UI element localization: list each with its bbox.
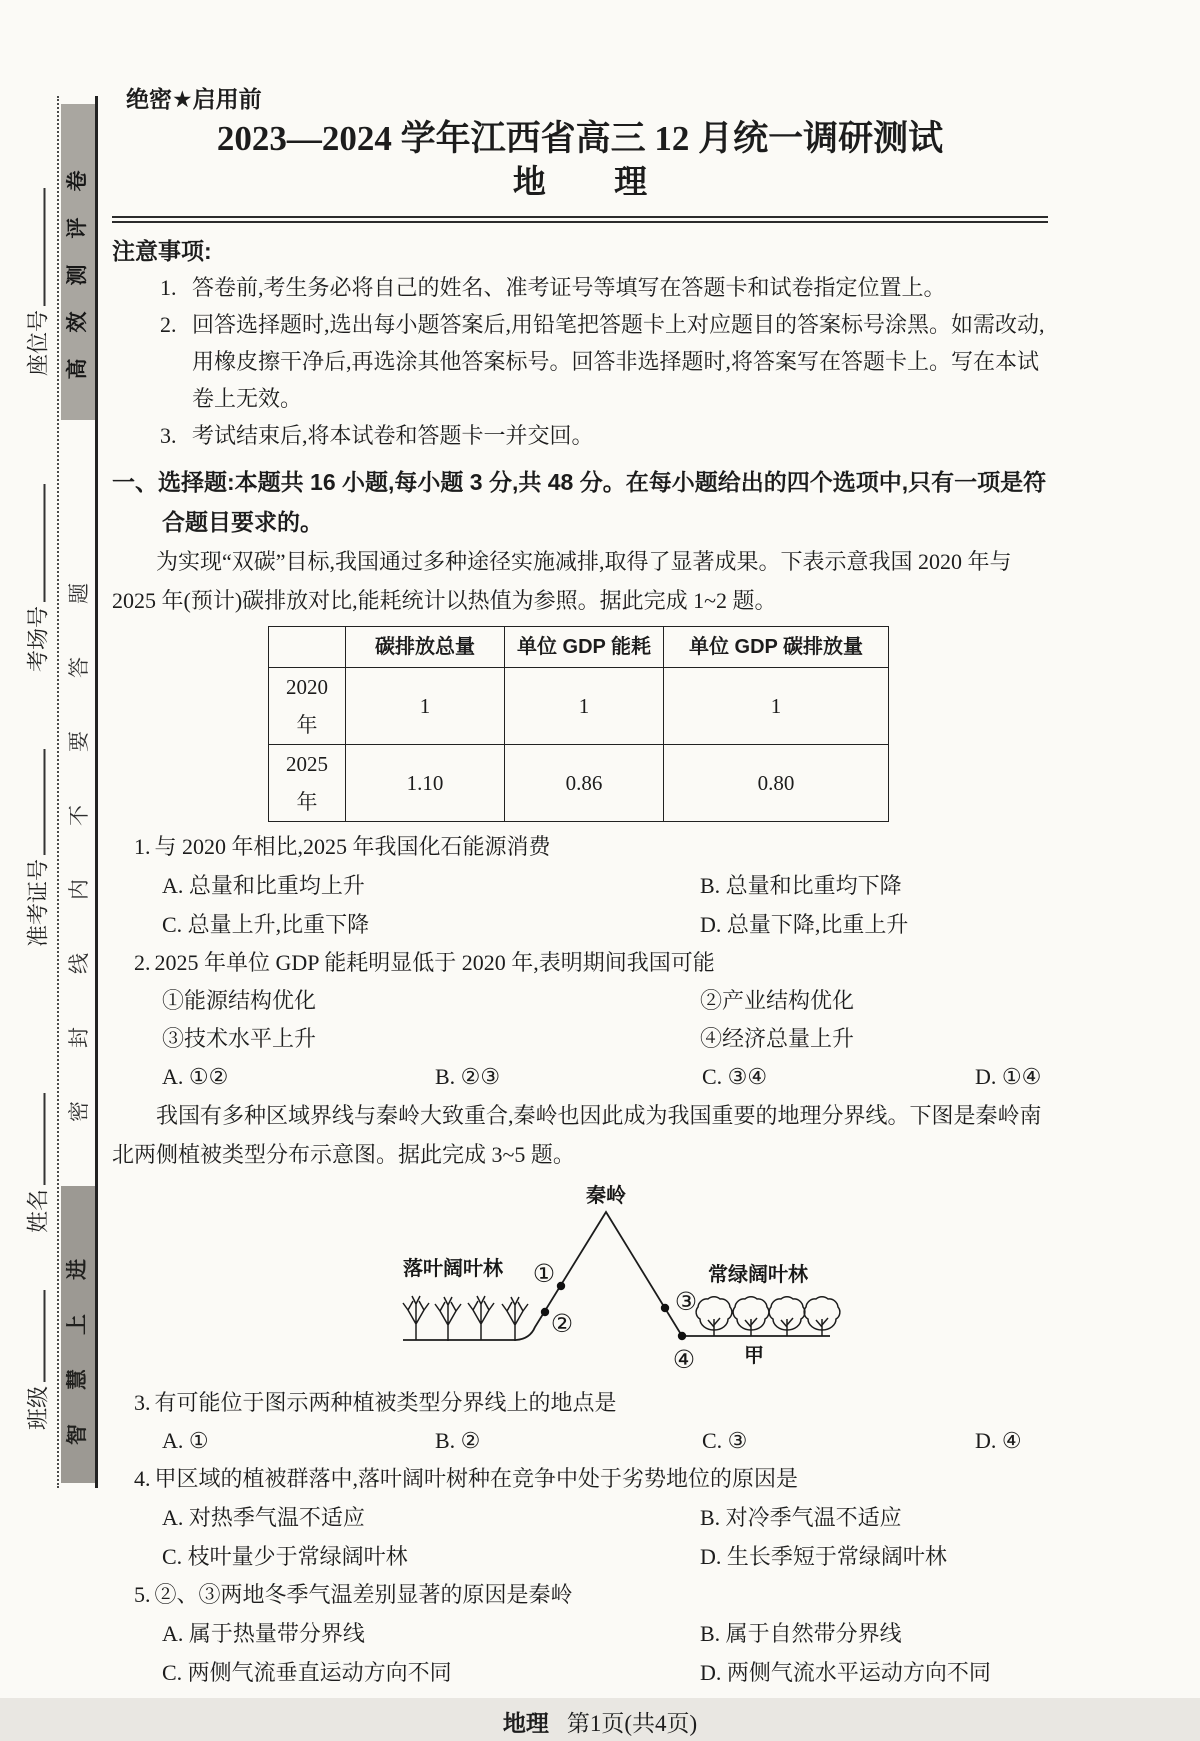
notice-item-3 bbox=[160, 417, 1048, 454]
table-cell: 1 bbox=[346, 668, 505, 745]
class-field bbox=[22, 1290, 53, 1430]
question-stem bbox=[134, 1384, 1048, 1422]
point-3-dot bbox=[661, 1304, 669, 1312]
brand-band-label: 智慧上进 bbox=[66, 1224, 89, 1445]
options-grid bbox=[162, 1498, 1048, 1576]
point-2-label: ② bbox=[550, 1310, 574, 1338]
table-header-cell: 单位 GDP 碳排放量 bbox=[664, 627, 889, 668]
seat-number-blank[interactable] bbox=[22, 188, 46, 306]
options-grid bbox=[162, 1422, 1048, 1460]
question-2 bbox=[112, 944, 1048, 1096]
question-number: 5. bbox=[134, 1582, 151, 1607]
option-d[interactable]: D. 两侧气流水平运动方向不同 bbox=[700, 1660, 991, 1685]
question-number: 3. bbox=[134, 1390, 151, 1415]
carbon-emission-table bbox=[268, 626, 889, 822]
admission-ticket-field bbox=[22, 749, 53, 947]
qinling-vegetation-diagram bbox=[112, 1176, 1048, 1384]
option-b[interactable]: B. 属于自然带分界线 bbox=[700, 1621, 902, 1646]
question-text: 2025 年单位 GDP 能耗明显低于 2020 年,表明期间我国可能 bbox=[154, 950, 715, 975]
table-cell: 0.80 bbox=[664, 745, 889, 822]
seal-dotted-line bbox=[57, 96, 59, 1488]
option-b[interactable]: B. 总量和比重均下降 bbox=[700, 873, 902, 898]
question-1 bbox=[112, 828, 1048, 944]
evergreen-trees bbox=[696, 1297, 840, 1336]
point-4-label: ④ bbox=[672, 1346, 696, 1374]
question-5 bbox=[112, 1576, 1048, 1692]
table-header-cell bbox=[269, 627, 346, 668]
option-d[interactable]: D. ①④ bbox=[975, 1064, 1042, 1089]
notice-item-number: 1. bbox=[160, 275, 177, 300]
name-label: 姓名 bbox=[25, 1188, 51, 1234]
question-stem bbox=[134, 944, 1048, 982]
peak-label: 秦岭 bbox=[586, 1185, 626, 1207]
option-c[interactable]: C. 两侧气流垂直运动方向不同 bbox=[162, 1660, 452, 1685]
footer-page-info: 第1页(共4页) bbox=[566, 1711, 698, 1736]
option-c[interactable]: C. ③④ bbox=[702, 1064, 768, 1089]
option-c[interactable]: C. 总量上升,比重下降 bbox=[162, 912, 370, 937]
class-label: 班级 bbox=[25, 1385, 51, 1431]
admission-ticket-label: 准考证号 bbox=[25, 858, 51, 948]
question-text: 与 2020 年相比,2025 年我国化石能源消费 bbox=[154, 834, 551, 859]
notice-item-1 bbox=[160, 269, 1048, 306]
name-blank[interactable] bbox=[22, 1093, 46, 1185]
grading-band bbox=[61, 104, 95, 420]
notice-item-number: 2. bbox=[160, 312, 177, 337]
name-field bbox=[22, 1093, 53, 1233]
carbon-table-wrapper bbox=[268, 626, 1048, 822]
table-cell: 1 bbox=[505, 668, 664, 745]
notice-item-number: 3. bbox=[160, 423, 177, 448]
table-row bbox=[269, 668, 889, 745]
options-grid bbox=[162, 1614, 1048, 1692]
options-grid bbox=[162, 866, 1048, 944]
class-blank[interactable] bbox=[22, 1290, 46, 1382]
table-cell: 2020 年 bbox=[269, 668, 346, 745]
option-d[interactable]: D. 总量下降,比重上升 bbox=[700, 912, 909, 937]
sub-item-4: ④经济总量上升 bbox=[700, 1026, 855, 1051]
point-2-dot bbox=[541, 1308, 549, 1316]
seal-line-text: 密封线内不要答题 bbox=[68, 530, 91, 1122]
table-cell: 0.86 bbox=[505, 745, 664, 822]
option-a[interactable]: A. ①② bbox=[162, 1064, 229, 1089]
question-number: 2. bbox=[134, 950, 151, 975]
brand-band bbox=[61, 1186, 95, 1483]
notice-item-text: 回答选择题时,选出每小题答案后,用铅笔把答题卡上对应题目的答案标号涂黑。如需改动,用橡皮擦干净后,再选涂其他答案标号。回答非选择题时,将答案写在答题卡上。写在本试卷上无效。 bbox=[192, 312, 1045, 411]
question-text: 有可能位于图示两种植被类型分界线上的地点是 bbox=[154, 1390, 617, 1415]
intro-paragraph-1: 为实现“双碳”目标,我国通过多种途径实施减排,取得了显著成果。下表示意我国 2020 年与 2025 年(预计)碳排放对比,能耗统计以热值为参照。据此完成 1~2 题。 bbox=[112, 549, 1012, 613]
option-a[interactable]: A. 总量和比重均上升 bbox=[162, 873, 365, 898]
sub-item-3: ③技术水平上升 bbox=[162, 1026, 317, 1051]
notice-item-text: 考试结束后,将本试卷和答题卡一并交回。 bbox=[192, 423, 594, 448]
table-header-cell: 碳排放总量 bbox=[346, 627, 505, 668]
table-row bbox=[269, 745, 889, 822]
title-divider bbox=[112, 216, 1048, 223]
option-c[interactable]: C. ③ bbox=[702, 1428, 748, 1453]
seal-solid-line bbox=[95, 96, 98, 1488]
deciduous-trees bbox=[403, 1296, 528, 1341]
notice-item-text: 答卷前,考生务必将自己的姓名、准考证号等填写在答题卡和试卷指定位置上。 bbox=[192, 275, 946, 300]
section-heading: 一、选择题:本题共 16 小题,每小题 3 分,共 48 分。在每小题给出的四个选项中,只有一项是符合题目要求的。 bbox=[112, 469, 1047, 535]
right-forest-label: 常绿阔叶林 bbox=[708, 1264, 808, 1286]
option-d[interactable]: D. 生长季短于常绿阔叶林 bbox=[700, 1544, 947, 1569]
options-grid bbox=[162, 1058, 1048, 1096]
exam-room-field bbox=[22, 484, 53, 672]
question-stem bbox=[134, 828, 1048, 866]
exam-room-blank[interactable] bbox=[22, 484, 46, 602]
notice-heading: 注意事项: bbox=[112, 238, 212, 264]
option-b[interactable]: B. ②③ bbox=[435, 1064, 501, 1089]
option-d[interactable]: D. ④ bbox=[975, 1428, 1022, 1453]
seat-number-field bbox=[22, 188, 53, 376]
sub-item-2: ②产业结构优化 bbox=[700, 988, 855, 1013]
sub-items-grid bbox=[162, 982, 1048, 1058]
main-content bbox=[112, 84, 1048, 1741]
question-stem bbox=[134, 1576, 1048, 1614]
subject-title: 地 理 bbox=[512, 165, 678, 201]
jia-label: 甲 bbox=[744, 1345, 764, 1367]
table-header-cell: 单位 GDP 能耗 bbox=[505, 627, 664, 668]
footer-subject: 地理 bbox=[502, 1710, 549, 1736]
seat-number-label: 座位号 bbox=[25, 309, 51, 377]
table-cell: 2025 年 bbox=[269, 745, 346, 822]
question-number: 1. bbox=[134, 834, 151, 859]
point-4-dot bbox=[678, 1332, 686, 1340]
page-footer bbox=[112, 1706, 1048, 1741]
notice-item-2 bbox=[160, 306, 1048, 417]
page-title: 2023—2024 学年江西省高三 12 月统一调研测试 bbox=[216, 119, 944, 158]
question-text: 甲区域的植被群落中,落叶阔叶树种在竞争中处于劣势地位的原因是 bbox=[154, 1466, 799, 1491]
left-forest-label: 落叶阔叶林 bbox=[403, 1258, 503, 1280]
exam-room-label: 考场号 bbox=[25, 605, 51, 673]
sub-item-1: ①能源结构优化 bbox=[162, 988, 317, 1013]
option-c[interactable]: C. 枝叶量少于常绿阔叶林 bbox=[162, 1544, 408, 1569]
option-b[interactable]: B. 对冷季气温不适应 bbox=[700, 1505, 902, 1530]
question-stem bbox=[134, 1460, 1048, 1498]
point-1-dot bbox=[557, 1282, 565, 1290]
point-3-label: ③ bbox=[674, 1288, 698, 1316]
question-number: 4. bbox=[134, 1466, 151, 1491]
option-a[interactable]: A. 对热季气温不适应 bbox=[162, 1505, 365, 1530]
intro-paragraph-2: 我国有多种区域界线与秦岭大致重合,秦岭也因此成为我国重要的地理分界线。下图是秦岭南北两侧植被类型分布示意图。据此完成 3~5 题。 bbox=[112, 1103, 1042, 1167]
option-b[interactable]: B. ② bbox=[435, 1428, 481, 1453]
admission-ticket-blank[interactable] bbox=[22, 749, 46, 855]
question-text: ②、③两地冬季气温差别显著的原因是秦岭 bbox=[154, 1582, 573, 1607]
option-a[interactable]: A. ① bbox=[162, 1428, 209, 1453]
question-3 bbox=[112, 1384, 1048, 1460]
grading-band-label: 高效测评卷 bbox=[66, 144, 89, 380]
diagram-svg bbox=[318, 1176, 878, 1384]
table-header-row bbox=[269, 627, 889, 668]
table-cell: 1 bbox=[664, 668, 889, 745]
table-cell: 1.10 bbox=[346, 745, 505, 822]
option-a[interactable]: A. 属于热量带分界线 bbox=[162, 1621, 365, 1646]
question-4 bbox=[112, 1460, 1048, 1576]
point-1-label: ① bbox=[532, 1260, 556, 1288]
security-label: 绝密★启用前 bbox=[126, 86, 262, 112]
